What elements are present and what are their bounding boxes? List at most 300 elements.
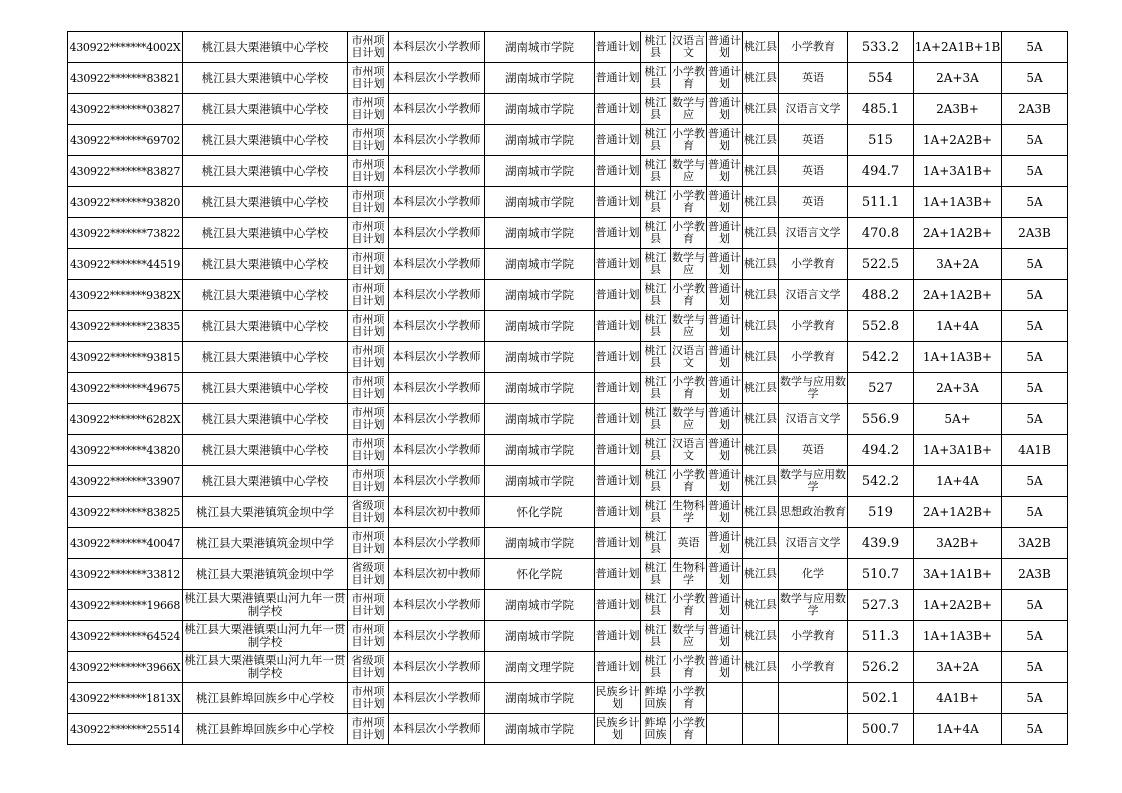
final-grade-cell: 5A [1002, 342, 1068, 373]
origin-county-cell: 桃江县 [641, 342, 671, 373]
post-type-cell: 本科层次小学教师 [389, 94, 485, 125]
target-county-cell: 桃江县 [743, 156, 779, 187]
id-number-cell: 430922*******6282X [68, 404, 183, 435]
post-type-cell: 本科层次小学教师 [389, 342, 485, 373]
exam-score-cell: 522.5 [848, 249, 914, 280]
target-county-cell: 桃江县 [743, 280, 779, 311]
plan-type-cell: 普通计划 [707, 528, 743, 559]
exam-score-cell: 515 [848, 125, 914, 156]
school-name-cell: 桃江县大栗港镇中心学校 [183, 373, 348, 404]
final-grade-cell: 5A [1002, 590, 1068, 621]
final-grade-cell: 3A2B [1002, 528, 1068, 559]
teaching-subject-cell: 小学教育 [779, 311, 848, 342]
grade-summary-cell: 1A+4A [914, 714, 1002, 745]
admission-plan-cell: 普通计划 [595, 559, 641, 590]
final-grade-cell: 2A3B [1002, 94, 1068, 125]
table-row [68, 249, 1068, 280]
school-name-cell: 桃江县鲊埠回族乡中心学校 [183, 714, 348, 745]
exam-score-cell: 494.2 [848, 435, 914, 466]
school-name-cell: 桃江县大栗港镇中心学校 [183, 94, 348, 125]
plan-type-cell: 普通计划 [707, 497, 743, 528]
target-county-cell: 桃江县 [743, 497, 779, 528]
school-name-cell: 桃江县大栗港镇筑金坝中学 [183, 559, 348, 590]
admission-plan-cell: 普通计划 [595, 404, 641, 435]
grade-summary-cell: 1A+1A3B+ [914, 342, 1002, 373]
plan-level-cell: 市州项目计划 [348, 435, 389, 466]
exam-score-cell: 485.1 [848, 94, 914, 125]
teaching-subject-cell [779, 683, 848, 714]
plan-type-cell: 普通计划 [707, 249, 743, 280]
exam-score-cell: 556.9 [848, 404, 914, 435]
university-cell: 怀化学院 [485, 559, 595, 590]
major-cell: 小学教育 [671, 63, 707, 94]
id-number-cell: 430922*******69702 [68, 125, 183, 156]
teaching-subject-cell: 汉语言文学 [779, 94, 848, 125]
university-cell: 湖南城市学院 [485, 466, 595, 497]
id-number-cell: 430922*******64524 [68, 621, 183, 652]
post-type-cell: 本科层次小学教师 [389, 125, 485, 156]
teaching-subject-cell: 数学与应用数学 [779, 466, 848, 497]
target-county-cell: 桃江县 [743, 342, 779, 373]
final-grade-cell: 5A [1002, 652, 1068, 683]
teaching-subject-cell: 汉语言文学 [779, 404, 848, 435]
final-grade-cell: 5A [1002, 311, 1068, 342]
major-cell: 数学与应 [671, 156, 707, 187]
university-cell: 湖南城市学院 [485, 435, 595, 466]
table-row [68, 311, 1068, 342]
table-row [68, 683, 1068, 714]
target-county-cell: 桃江县 [743, 466, 779, 497]
university-cell: 湖南城市学院 [485, 156, 595, 187]
id-number-cell: 430922*******83825 [68, 497, 183, 528]
grade-summary-cell: 5A+ [914, 404, 1002, 435]
id-number-cell: 430922*******1813X [68, 683, 183, 714]
grade-summary-cell: 1A+3A1B+ [914, 156, 1002, 187]
post-type-cell: 本科层次小学教师 [389, 311, 485, 342]
teaching-subject-cell: 英语 [779, 187, 848, 218]
major-cell: 生物科学 [671, 559, 707, 590]
table-body [68, 32, 1068, 745]
plan-type-cell: 普通计划 [707, 342, 743, 373]
table-row [68, 156, 1068, 187]
major-cell: 数学与应 [671, 311, 707, 342]
grade-summary-cell: 3A+1A1B+ [914, 559, 1002, 590]
final-grade-cell: 5A [1002, 466, 1068, 497]
post-type-cell: 本科层次小学教师 [389, 280, 485, 311]
table-row [68, 404, 1068, 435]
school-name-cell: 桃江县大栗港镇中心学校 [183, 311, 348, 342]
major-cell: 小学教育 [671, 373, 707, 404]
plan-type-cell: 普通计划 [707, 187, 743, 218]
post-type-cell: 本科层次小学教师 [389, 156, 485, 187]
id-number-cell: 430922*******43820 [68, 435, 183, 466]
admission-plan-cell: 普通计划 [595, 497, 641, 528]
grade-summary-cell: 1A+2A2B+ [914, 125, 1002, 156]
id-number-cell: 430922*******44519 [68, 249, 183, 280]
exam-score-cell: 488.2 [848, 280, 914, 311]
exam-score-cell: 500.7 [848, 714, 914, 745]
table-row [68, 559, 1068, 590]
plan-level-cell: 市州项目计划 [348, 125, 389, 156]
origin-county-cell: 桃江县 [641, 466, 671, 497]
exam-score-cell: 519 [848, 497, 914, 528]
school-name-cell: 桃江县大栗港镇中心学校 [183, 435, 348, 466]
major-cell: 小学教育 [671, 466, 707, 497]
school-name-cell: 桃江县大栗港镇中心学校 [183, 218, 348, 249]
university-cell: 湖南城市学院 [485, 714, 595, 745]
final-grade-cell: 5A [1002, 187, 1068, 218]
exam-score-cell: 542.2 [848, 466, 914, 497]
plan-level-cell: 省级项目计划 [348, 497, 389, 528]
table-row [68, 373, 1068, 404]
plan-level-cell: 市州项目计划 [348, 590, 389, 621]
teaching-subject-cell: 小学教育 [779, 32, 848, 63]
teaching-subject-cell [779, 714, 848, 745]
major-cell: 数学与应 [671, 94, 707, 125]
plan-type-cell: 普通计划 [707, 32, 743, 63]
target-county-cell [743, 714, 779, 745]
plan-type-cell: 普通计划 [707, 311, 743, 342]
grade-summary-cell: 1A+4A [914, 311, 1002, 342]
post-type-cell: 本科层次小学教师 [389, 714, 485, 745]
admission-plan-cell: 普通计划 [595, 528, 641, 559]
university-cell: 湖南城市学院 [485, 249, 595, 280]
target-county-cell: 桃江县 [743, 621, 779, 652]
school-name-cell: 桃江县大栗港镇栗山河九年一贯制学校 [183, 590, 348, 621]
school-name-cell: 桃江县大栗港镇中心学校 [183, 32, 348, 63]
target-county-cell: 桃江县 [743, 528, 779, 559]
school-name-cell: 桃江县大栗港镇中心学校 [183, 249, 348, 280]
plan-level-cell: 市州项目计划 [348, 621, 389, 652]
school-name-cell: 桃江县大栗港镇中心学校 [183, 156, 348, 187]
table-row [68, 435, 1068, 466]
origin-county-cell: 桃江县 [641, 528, 671, 559]
table-row [68, 218, 1068, 249]
final-grade-cell: 5A [1002, 280, 1068, 311]
grade-summary-cell: 2A+3A [914, 63, 1002, 94]
plan-level-cell: 市州项目计划 [348, 373, 389, 404]
grade-summary-cell: 1A+2A2B+ [914, 590, 1002, 621]
target-county-cell: 桃江县 [743, 94, 779, 125]
target-county-cell: 桃江县 [743, 63, 779, 94]
post-type-cell: 本科层次小学教师 [389, 466, 485, 497]
school-name-cell: 桃江县大栗港镇中心学校 [183, 404, 348, 435]
final-grade-cell: 5A [1002, 683, 1068, 714]
origin-county-cell: 桃江县 [641, 404, 671, 435]
plan-type-cell: 普通计划 [707, 280, 743, 311]
final-grade-cell: 5A [1002, 714, 1068, 745]
admission-plan-cell: 普通计划 [595, 125, 641, 156]
target-county-cell: 桃江县 [743, 559, 779, 590]
university-cell: 湖南城市学院 [485, 218, 595, 249]
target-county-cell: 桃江县 [743, 311, 779, 342]
teaching-subject-cell: 英语 [779, 125, 848, 156]
grade-summary-cell: 1A+4A [914, 466, 1002, 497]
plan-type-cell: 普通计划 [707, 435, 743, 466]
exam-score-cell: 542.2 [848, 342, 914, 373]
final-grade-cell: 2A3B [1002, 218, 1068, 249]
origin-county-cell: 鲊埠回族 [641, 683, 671, 714]
admission-plan-cell: 普通计划 [595, 590, 641, 621]
origin-county-cell: 桃江县 [641, 311, 671, 342]
target-county-cell: 桃江县 [743, 373, 779, 404]
origin-county-cell: 桃江县 [641, 218, 671, 249]
final-grade-cell: 4A1B [1002, 435, 1068, 466]
school-name-cell: 桃江县大栗港镇栗山河九年一贯制学校 [183, 621, 348, 652]
plan-type-cell: 普通计划 [707, 559, 743, 590]
university-cell: 湖南城市学院 [485, 311, 595, 342]
admission-plan-cell: 普通计划 [595, 218, 641, 249]
post-type-cell: 本科层次小学教师 [389, 435, 485, 466]
major-cell: 生物科学 [671, 497, 707, 528]
origin-county-cell: 桃江县 [641, 249, 671, 280]
plan-type-cell: 普通计划 [707, 63, 743, 94]
post-type-cell: 本科层次小学教师 [389, 218, 485, 249]
admission-plan-cell: 普通计划 [595, 311, 641, 342]
university-cell: 湖南城市学院 [485, 94, 595, 125]
post-type-cell: 本科层次小学教师 [389, 63, 485, 94]
teaching-subject-cell: 数学与应用数学 [779, 590, 848, 621]
admission-plan-cell: 普通计划 [595, 373, 641, 404]
table-row [68, 280, 1068, 311]
post-type-cell: 本科层次小学教师 [389, 373, 485, 404]
school-name-cell: 桃江县大栗港镇中心学校 [183, 125, 348, 156]
admission-plan-cell: 普通计划 [595, 435, 641, 466]
major-cell: 小学教育 [671, 187, 707, 218]
table-row [68, 621, 1068, 652]
id-number-cell: 430922*******3966X [68, 652, 183, 683]
admission-plan-cell: 普通计划 [595, 280, 641, 311]
exam-score-cell: 527 [848, 373, 914, 404]
final-grade-cell: 5A [1002, 373, 1068, 404]
school-name-cell: 桃江县大栗港镇栗山河九年一贯制学校 [183, 652, 348, 683]
school-name-cell: 桃江县鲊埠回族乡中心学校 [183, 683, 348, 714]
plan-type-cell: 普通计划 [707, 156, 743, 187]
exam-score-cell: 511.3 [848, 621, 914, 652]
plan-level-cell: 市州项目计划 [348, 342, 389, 373]
major-cell: 小学教育 [671, 125, 707, 156]
table-row [68, 528, 1068, 559]
university-cell: 怀化学院 [485, 497, 595, 528]
major-cell: 汉语言文 [671, 32, 707, 63]
target-county-cell: 桃江县 [743, 218, 779, 249]
grade-summary-cell: 1A+2A1B+1B [914, 32, 1002, 63]
final-grade-cell: 5A [1002, 156, 1068, 187]
admission-plan-cell: 普通计划 [595, 187, 641, 218]
major-cell: 小学教育 [671, 652, 707, 683]
admission-plan-cell: 民族乡计划 [595, 714, 641, 745]
exam-score-cell: 526.2 [848, 652, 914, 683]
target-county-cell: 桃江县 [743, 590, 779, 621]
final-grade-cell: 2A3B [1002, 559, 1068, 590]
grade-summary-cell: 2A3B+ [914, 94, 1002, 125]
grade-summary-cell: 2A+3A [914, 373, 1002, 404]
university-cell: 湖南城市学院 [485, 342, 595, 373]
school-name-cell: 桃江县大栗港镇中心学校 [183, 63, 348, 94]
origin-county-cell: 桃江县 [641, 125, 671, 156]
target-county-cell: 桃江县 [743, 652, 779, 683]
exam-score-cell: 511.1 [848, 187, 914, 218]
exam-score-cell: 494.7 [848, 156, 914, 187]
teaching-subject-cell: 汉语言文学 [779, 528, 848, 559]
grade-summary-cell: 2A+1A2B+ [914, 497, 1002, 528]
school-name-cell: 桃江县大栗港镇中心学校 [183, 342, 348, 373]
id-number-cell: 430922*******40047 [68, 528, 183, 559]
post-type-cell: 本科层次小学教师 [389, 528, 485, 559]
plan-level-cell: 市州项目计划 [348, 280, 389, 311]
post-type-cell: 本科层次初中教师 [389, 497, 485, 528]
origin-county-cell: 桃江县 [641, 435, 671, 466]
grade-summary-cell: 1A+1A3B+ [914, 621, 1002, 652]
teaching-subject-cell: 小学教育 [779, 621, 848, 652]
final-grade-cell: 5A [1002, 63, 1068, 94]
origin-county-cell: 桃江县 [641, 94, 671, 125]
teaching-subject-cell: 汉语言文学 [779, 280, 848, 311]
id-number-cell: 430922*******49675 [68, 373, 183, 404]
target-county-cell [743, 683, 779, 714]
university-cell: 湖南城市学院 [485, 621, 595, 652]
plan-level-cell: 市州项目计划 [348, 249, 389, 280]
university-cell: 湖南城市学院 [485, 63, 595, 94]
origin-county-cell: 桃江县 [641, 187, 671, 218]
admission-plan-cell: 民族乡计划 [595, 683, 641, 714]
post-type-cell: 本科层次小学教师 [389, 187, 485, 218]
post-type-cell: 本科层次初中教师 [389, 559, 485, 590]
university-cell: 湖南城市学院 [485, 187, 595, 218]
university-cell: 湖南城市学院 [485, 590, 595, 621]
id-number-cell: 430922*******4002X [68, 32, 183, 63]
school-name-cell: 桃江县大栗港镇中心学校 [183, 280, 348, 311]
post-type-cell: 本科层次小学教师 [389, 590, 485, 621]
exam-score-cell: 470.8 [848, 218, 914, 249]
plan-type-cell: 普通计划 [707, 218, 743, 249]
final-grade-cell: 5A [1002, 125, 1068, 156]
plan-type-cell: 普通计划 [707, 404, 743, 435]
id-number-cell: 430922*******23835 [68, 311, 183, 342]
major-cell: 数学与应 [671, 621, 707, 652]
id-number-cell: 430922*******9382X [68, 280, 183, 311]
major-cell: 小学教育 [671, 683, 707, 714]
major-cell: 小学教育 [671, 590, 707, 621]
origin-county-cell: 桃江县 [641, 156, 671, 187]
post-type-cell: 本科层次小学教师 [389, 32, 485, 63]
plan-level-cell: 市州项目计划 [348, 218, 389, 249]
exam-score-cell: 533.2 [848, 32, 914, 63]
teaching-subject-cell: 小学教育 [779, 342, 848, 373]
origin-county-cell: 桃江县 [641, 280, 671, 311]
plan-type-cell: 普通计划 [707, 466, 743, 497]
target-county-cell: 桃江县 [743, 435, 779, 466]
exam-score-cell: 552.8 [848, 311, 914, 342]
university-cell: 湖南城市学院 [485, 32, 595, 63]
exam-score-cell: 554 [848, 63, 914, 94]
table-row [68, 466, 1068, 497]
plan-level-cell: 市州项目计划 [348, 404, 389, 435]
grade-summary-cell: 1A+3A1B+ [914, 435, 1002, 466]
plan-level-cell: 市州项目计划 [348, 466, 389, 497]
university-cell: 湖南城市学院 [485, 528, 595, 559]
school-name-cell: 桃江县大栗港镇筑金坝中学 [183, 528, 348, 559]
plan-type-cell: 普通计划 [707, 652, 743, 683]
university-cell: 湖南城市学院 [485, 373, 595, 404]
post-type-cell: 本科层次小学教师 [389, 621, 485, 652]
plan-level-cell: 市州项目计划 [348, 311, 389, 342]
grade-summary-cell: 3A+2A [914, 249, 1002, 280]
plan-level-cell: 省级项目计划 [348, 652, 389, 683]
target-county-cell: 桃江县 [743, 404, 779, 435]
admission-plan-cell: 普通计划 [595, 621, 641, 652]
plan-level-cell: 市州项目计划 [348, 187, 389, 218]
plan-type-cell: 普通计划 [707, 125, 743, 156]
university-cell: 湖南城市学院 [485, 125, 595, 156]
plan-type-cell: 普通计划 [707, 373, 743, 404]
final-grade-cell: 5A [1002, 621, 1068, 652]
grade-summary-cell: 3A2B+ [914, 528, 1002, 559]
origin-county-cell: 鲊埠回族 [641, 714, 671, 745]
plan-type-cell: 普通计划 [707, 621, 743, 652]
table-row [68, 652, 1068, 683]
table-row [68, 590, 1068, 621]
plan-type-cell [707, 714, 743, 745]
university-cell: 湖南文理学院 [485, 652, 595, 683]
major-cell: 数学与应 [671, 249, 707, 280]
origin-county-cell: 桃江县 [641, 590, 671, 621]
id-number-cell: 430922*******93815 [68, 342, 183, 373]
plan-level-cell: 市州项目计划 [348, 714, 389, 745]
admission-plan-cell: 普通计划 [595, 652, 641, 683]
teaching-subject-cell: 英语 [779, 156, 848, 187]
id-number-cell: 430922*******03827 [68, 94, 183, 125]
school-name-cell: 桃江县大栗港镇筑金坝中学 [183, 497, 348, 528]
teaching-subject-cell: 小学教育 [779, 249, 848, 280]
target-county-cell: 桃江县 [743, 125, 779, 156]
teaching-subject-cell: 英语 [779, 63, 848, 94]
teaching-subject-cell: 数学与应用数学 [779, 373, 848, 404]
university-cell: 湖南城市学院 [485, 404, 595, 435]
university-cell: 湖南城市学院 [485, 683, 595, 714]
major-cell: 汉语言文 [671, 342, 707, 373]
plan-level-cell: 市州项目计划 [348, 94, 389, 125]
final-grade-cell: 5A [1002, 497, 1068, 528]
origin-county-cell: 桃江县 [641, 497, 671, 528]
final-grade-cell: 5A [1002, 32, 1068, 63]
table-row [68, 63, 1068, 94]
grade-summary-cell: 3A+2A [914, 652, 1002, 683]
final-grade-cell: 5A [1002, 404, 1068, 435]
id-number-cell: 430922*******73822 [68, 218, 183, 249]
grade-summary-cell: 4A1B+ [914, 683, 1002, 714]
admission-plan-cell: 普通计划 [595, 342, 641, 373]
school-name-cell: 桃江县大栗港镇中心学校 [183, 466, 348, 497]
target-county-cell: 桃江县 [743, 187, 779, 218]
origin-county-cell: 桃江县 [641, 32, 671, 63]
exam-score-cell: 502.1 [848, 683, 914, 714]
teaching-subject-cell: 思想政治教育 [779, 497, 848, 528]
origin-county-cell: 桃江县 [641, 652, 671, 683]
id-number-cell: 430922*******33812 [68, 559, 183, 590]
admission-plan-cell: 普通计划 [595, 63, 641, 94]
admission-plan-cell: 普通计划 [595, 156, 641, 187]
target-county-cell: 桃江县 [743, 249, 779, 280]
origin-county-cell: 桃江县 [641, 559, 671, 590]
university-cell: 湖南城市学院 [485, 280, 595, 311]
plan-level-cell: 市州项目计划 [348, 528, 389, 559]
plan-level-cell: 市州项目计划 [348, 32, 389, 63]
major-cell: 汉语言文 [671, 435, 707, 466]
teaching-subject-cell: 小学教育 [779, 652, 848, 683]
grade-summary-cell: 2A+1A2B+ [914, 218, 1002, 249]
plan-level-cell: 市州项目计划 [348, 683, 389, 714]
